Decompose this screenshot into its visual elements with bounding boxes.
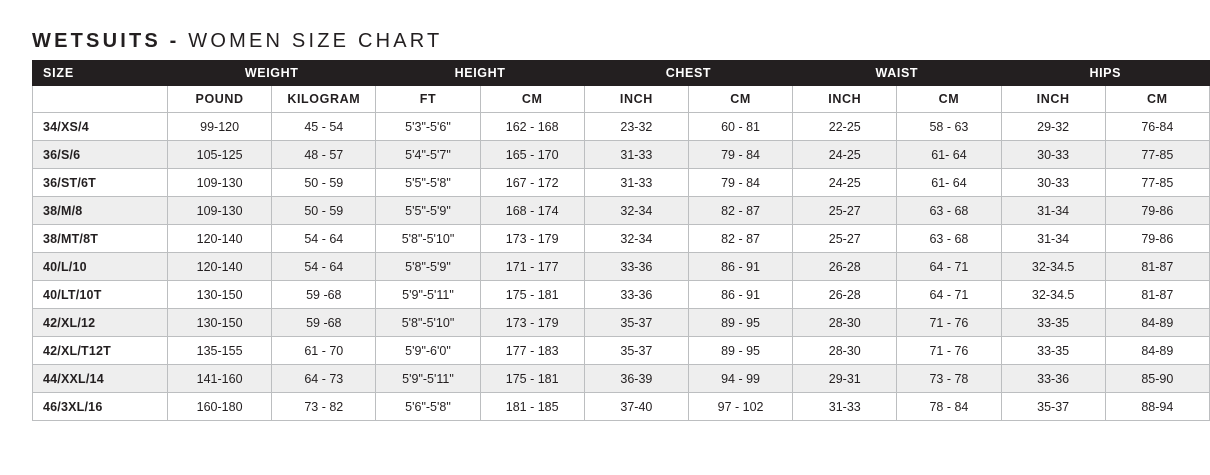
cell-chest-cm: 79 - 84 <box>688 141 792 169</box>
cell-height-cm: 167 - 172 <box>480 169 584 197</box>
cell-chest-inch: 33-36 <box>584 253 688 281</box>
unit-header-weight-pound: POUND <box>168 86 272 113</box>
cell-chest-cm: 86 - 91 <box>688 253 792 281</box>
cell-weight-kilogram: 54 - 64 <box>272 225 376 253</box>
cell-size: 46/3XL/16 <box>33 393 168 421</box>
cell-waist-cm: 71 - 76 <box>897 337 1001 365</box>
cell-waist-inch: 28-30 <box>793 337 897 365</box>
table-row <box>33 337 1210 365</box>
cell-size: 36/S/6 <box>33 141 168 169</box>
unit-header-chest-cm: CM <box>688 86 792 113</box>
cell-weight-pound: 135-155 <box>168 337 272 365</box>
cell-waist-cm: 58 - 63 <box>897 113 1001 141</box>
unit-header-waist-inch: INCH <box>793 86 897 113</box>
cell-hips-cm: 76-84 <box>1105 113 1209 141</box>
cell-chest-cm: 94 - 99 <box>688 365 792 393</box>
unit-header-height-ft: FT <box>376 86 480 113</box>
cell-chest-inch: 33-36 <box>584 281 688 309</box>
cell-chest-inch: 31-33 <box>584 141 688 169</box>
cell-height-ft: 5'5"-5'8" <box>376 169 480 197</box>
table-row <box>33 225 1210 253</box>
cell-hips-cm: 81-87 <box>1105 281 1209 309</box>
cell-hips-inch: 30-33 <box>1001 141 1105 169</box>
cell-waist-inch: 31-33 <box>793 393 897 421</box>
cell-weight-kilogram: 48 - 57 <box>272 141 376 169</box>
cell-weight-pound: 109-130 <box>168 169 272 197</box>
cell-height-ft: 5'9"-5'11" <box>376 365 480 393</box>
unit-header-weight-kilogram: KILOGRAM <box>272 86 376 113</box>
cell-waist-cm: 71 - 76 <box>897 309 1001 337</box>
cell-chest-cm: 60 - 81 <box>688 113 792 141</box>
cell-chest-cm: 97 - 102 <box>688 393 792 421</box>
cell-height-cm: 173 - 179 <box>480 225 584 253</box>
cell-weight-pound: 160-180 <box>168 393 272 421</box>
unit-header-hips-cm: CM <box>1105 86 1209 113</box>
page-title-light: WOMEN SIZE CHART <box>179 30 443 52</box>
cell-weight-pound: 105-125 <box>168 141 272 169</box>
cell-chest-inch: 31-33 <box>584 169 688 197</box>
table-row <box>33 309 1210 337</box>
cell-chest-cm: 79 - 84 <box>688 169 792 197</box>
cell-hips-inch: 31-34 <box>1001 225 1105 253</box>
cell-waist-inch: 26-28 <box>793 281 897 309</box>
cell-waist-cm: 78 - 84 <box>897 393 1001 421</box>
cell-weight-pound: 109-130 <box>168 197 272 225</box>
cell-weight-kilogram: 50 - 59 <box>272 197 376 225</box>
group-header-size: SIZE <box>33 61 168 86</box>
cell-waist-inch: 25-27 <box>793 225 897 253</box>
cell-hips-inch: 33-36 <box>1001 365 1105 393</box>
cell-weight-pound: 130-150 <box>168 309 272 337</box>
cell-chest-inch: 36-39 <box>584 365 688 393</box>
cell-size: 38/M/8 <box>33 197 168 225</box>
cell-hips-inch: 31-34 <box>1001 197 1105 225</box>
cell-waist-inch: 22-25 <box>793 113 897 141</box>
cell-height-ft: 5'8"-5'10" <box>376 309 480 337</box>
cell-hips-cm: 79-86 <box>1105 197 1209 225</box>
cell-weight-kilogram: 61 - 70 <box>272 337 376 365</box>
cell-height-cm: 162 - 168 <box>480 113 584 141</box>
cell-hips-inch: 29-32 <box>1001 113 1105 141</box>
group-header-weight: WEIGHT <box>168 61 376 86</box>
cell-hips-inch: 33-35 <box>1001 337 1105 365</box>
cell-height-ft: 5'4"-5'7" <box>376 141 480 169</box>
cell-size: 40/L/10 <box>33 253 168 281</box>
cell-waist-cm: 61- 64 <box>897 169 1001 197</box>
cell-chest-inch: 35-37 <box>584 309 688 337</box>
cell-chest-cm: 89 - 95 <box>688 337 792 365</box>
cell-waist-inch: 28-30 <box>793 309 897 337</box>
cell-hips-inch: 32-34.5 <box>1001 281 1105 309</box>
cell-weight-kilogram: 45 - 54 <box>272 113 376 141</box>
table-row <box>33 393 1210 421</box>
cell-weight-pound: 99-120 <box>168 113 272 141</box>
group-header-hips: HIPS <box>1001 61 1209 86</box>
unit-header-blank <box>33 86 168 113</box>
cell-waist-cm: 73 - 78 <box>897 365 1001 393</box>
cell-waist-inch: 25-27 <box>793 197 897 225</box>
cell-size: 38/MT/8T <box>33 225 168 253</box>
cell-waist-cm: 64 - 71 <box>897 253 1001 281</box>
group-header-waist: WAIST <box>793 61 1001 86</box>
page-title <box>32 30 442 53</box>
cell-height-cm: 177 - 183 <box>480 337 584 365</box>
cell-height-ft: 5'5"-5'9" <box>376 197 480 225</box>
cell-chest-cm: 82 - 87 <box>688 197 792 225</box>
table-row <box>33 169 1210 197</box>
cell-hips-cm: 77-85 <box>1105 169 1209 197</box>
cell-height-cm: 165 - 170 <box>480 141 584 169</box>
cell-height-ft: 5'9"-5'11" <box>376 281 480 309</box>
table-body <box>33 113 1210 421</box>
cell-size: 42/XL/12 <box>33 309 168 337</box>
cell-hips-cm: 88-94 <box>1105 393 1209 421</box>
cell-height-cm: 168 - 174 <box>480 197 584 225</box>
cell-height-ft: 5'8"-5'10" <box>376 225 480 253</box>
cell-size: 34/XS/4 <box>33 113 168 141</box>
table-row <box>33 113 1210 141</box>
cell-height-cm: 181 - 185 <box>480 393 584 421</box>
cell-height-ft: 5'8"-5'9" <box>376 253 480 281</box>
cell-hips-inch: 33-35 <box>1001 309 1105 337</box>
page-title-bold: WETSUITS - <box>32 30 180 52</box>
cell-hips-cm: 84-89 <box>1105 309 1209 337</box>
cell-size: 42/XL/T12T <box>33 337 168 365</box>
cell-waist-inch: 24-25 <box>793 141 897 169</box>
table-group-header-row <box>33 61 1210 86</box>
cell-weight-pound: 130-150 <box>168 281 272 309</box>
cell-weight-kilogram: 59 -68 <box>272 281 376 309</box>
cell-waist-inch: 26-28 <box>793 253 897 281</box>
cell-hips-cm: 81-87 <box>1105 253 1209 281</box>
unit-header-waist-cm: CM <box>897 86 1001 113</box>
cell-height-ft: 5'6"-5'8" <box>376 393 480 421</box>
cell-waist-cm: 61- 64 <box>897 141 1001 169</box>
cell-chest-inch: 32-34 <box>584 197 688 225</box>
cell-waist-cm: 63 - 68 <box>897 197 1001 225</box>
cell-chest-cm: 82 - 87 <box>688 225 792 253</box>
cell-chest-cm: 89 - 95 <box>688 309 792 337</box>
cell-chest-inch: 37-40 <box>584 393 688 421</box>
cell-height-ft: 5'9"-6'0" <box>376 337 480 365</box>
table-row <box>33 141 1210 169</box>
unit-header-chest-inch: INCH <box>584 86 688 113</box>
cell-weight-pound: 141-160 <box>168 365 272 393</box>
cell-waist-inch: 24-25 <box>793 169 897 197</box>
unit-header-height-cm: CM <box>480 86 584 113</box>
cell-height-ft: 5'3"-5'6" <box>376 113 480 141</box>
table-row <box>33 253 1210 281</box>
unit-header-hips-inch: INCH <box>1001 86 1105 113</box>
cell-chest-cm: 86 - 91 <box>688 281 792 309</box>
cell-hips-inch: 30-33 <box>1001 169 1105 197</box>
cell-weight-pound: 120-140 <box>168 253 272 281</box>
women-size-chart-table <box>32 60 1210 421</box>
cell-weight-kilogram: 73 - 82 <box>272 393 376 421</box>
cell-chest-inch: 32-34 <box>584 225 688 253</box>
table-row <box>33 281 1210 309</box>
cell-size: 40/LT/10T <box>33 281 168 309</box>
cell-size: 44/XXL/14 <box>33 365 168 393</box>
cell-waist-cm: 63 - 68 <box>897 225 1001 253</box>
cell-weight-kilogram: 54 - 64 <box>272 253 376 281</box>
table-row <box>33 365 1210 393</box>
cell-hips-cm: 84-89 <box>1105 337 1209 365</box>
cell-hips-inch: 32-34.5 <box>1001 253 1105 281</box>
cell-size: 36/ST/6T <box>33 169 168 197</box>
cell-chest-inch: 23-32 <box>584 113 688 141</box>
cell-waist-cm: 64 - 71 <box>897 281 1001 309</box>
cell-chest-inch: 35-37 <box>584 337 688 365</box>
table-unit-header-row <box>33 86 1210 113</box>
group-header-chest: CHEST <box>584 61 792 86</box>
cell-height-cm: 175 - 181 <box>480 281 584 309</box>
cell-waist-inch: 29-31 <box>793 365 897 393</box>
table-row <box>33 197 1210 225</box>
cell-hips-cm: 85-90 <box>1105 365 1209 393</box>
cell-weight-kilogram: 64 - 73 <box>272 365 376 393</box>
cell-height-cm: 171 - 177 <box>480 253 584 281</box>
group-header-height: HEIGHT <box>376 61 584 86</box>
cell-weight-kilogram: 59 -68 <box>272 309 376 337</box>
cell-hips-inch: 35-37 <box>1001 393 1105 421</box>
cell-weight-kilogram: 50 - 59 <box>272 169 376 197</box>
cell-height-cm: 173 - 179 <box>480 309 584 337</box>
cell-height-cm: 175 - 181 <box>480 365 584 393</box>
cell-hips-cm: 77-85 <box>1105 141 1209 169</box>
cell-hips-cm: 79-86 <box>1105 225 1209 253</box>
cell-weight-pound: 120-140 <box>168 225 272 253</box>
